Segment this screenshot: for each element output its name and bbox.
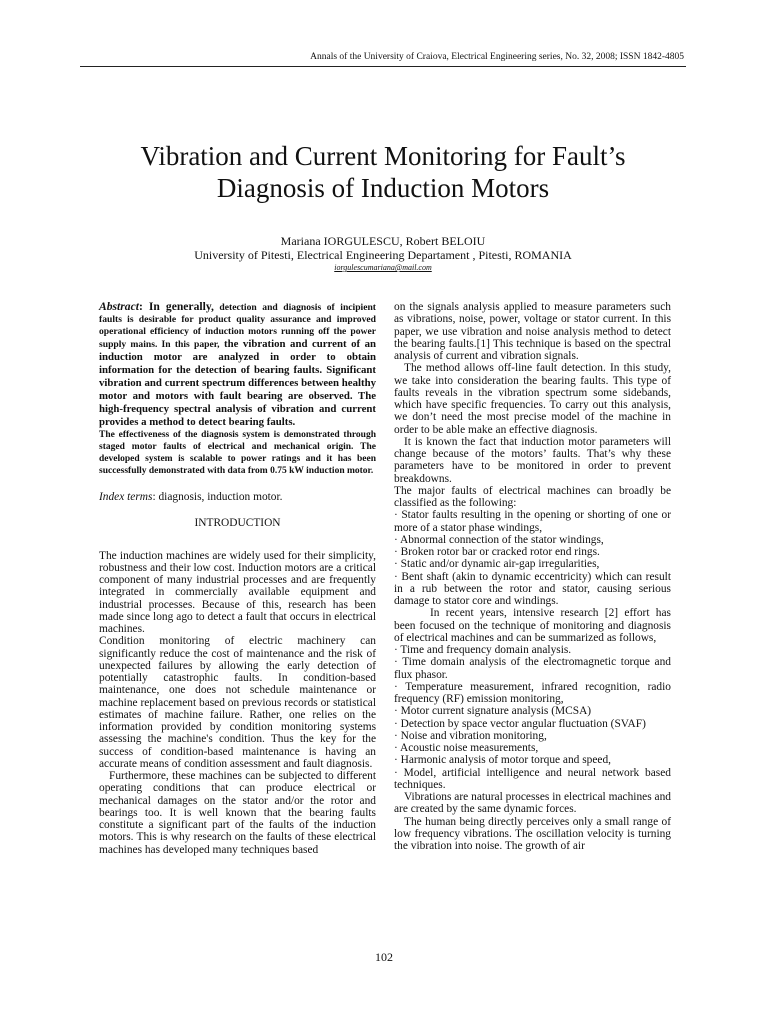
technique-list-item: · Harmonic analysis of motor torque and speed, <box>394 754 611 767</box>
right-paragraph-3: It is known the fact that induction motor parameters will change because of the motors’ faults. That’s why these parameters have to be monitored in order to prevent breakdowns. <box>394 435 671 485</box>
title-line-2: Diagnosis of Induction Motors <box>216 173 550 203</box>
technique-list-item: · Acoustic noise measurements, <box>394 742 539 754</box>
author-names: Mariana IORGULESCU, Robert BELOIU <box>280 234 486 248</box>
right-paragraph-1: on the signals analysis applied to measure parameters such as vibrations, noise, power, voltage or stator current. In this paper, we use vibration and noise analysis method to detect the bearing faults.[1] This technique is based on the spectral analysis of current and vibration signals. <box>394 301 671 362</box>
abstract-paragraph-2: The effectiveness of the diagnosis system is demonstrated through staged motor faults of electrical and mechanical origin. The developed system is scalable to power ratings and it has been successfully demonstrated with data from 0.75 kW induction motor. <box>99 430 376 476</box>
fault-list-item: · Bent shaft (akin to dynamic eccentricity) which can result in a rub between the rotor and stator, causing serious damage to stator core and windings. <box>394 570 671 607</box>
title-line-1: Vibration and Current Monitoring for Fault’s <box>140 141 626 171</box>
left-column <box>99 301 376 856</box>
technique-list-item: · Motor current signature analysis (MCSA) <box>394 705 592 718</box>
right-paragraph-2: The method allows off-line fault detection. In this study, we take into consideration the bearing faults. This type of faults reveals in the vibration spectrum some sidebands, which have specific frequencies. To carry out this analysis, we don’t need the most precise model of the machine in order to be able make an effective diagnosis. <box>394 362 671 436</box>
fault-list-item: · Broken rotor bar or cracked rotor end rings. <box>394 546 600 558</box>
affiliation: University of Pitesti, Electrical Engineering Departament , Pitesti, ROMANIA <box>194 248 572 262</box>
page-number: 102 <box>375 950 393 964</box>
technique-list-item: · Temperature measurement, infrared recognition, radio frequency (RF) emission monitoring, <box>394 680 671 705</box>
header-rule <box>80 66 686 67</box>
technique-list-item: · Time and frequency domain analysis. <box>394 644 572 656</box>
technique-list-item: · Time domain analysis of the electromagnetic torque and flux phasor. <box>394 656 671 681</box>
right-paragraph-4: The major faults of electrical machines can broadly be classified as the following: <box>394 484 671 509</box>
paper-title <box>80 140 686 204</box>
right-paragraph-6: Vibrations are natural processes in electrical machines and are created by the same dynamic forces. <box>394 791 671 816</box>
abstract-part1: detection and diagnosis of incipient faults is desirable for product quality assurance and improved operational efficiency of induction motors running off the power supply mains. In this paper, <box>99 302 376 350</box>
index-terms-label: Index terms <box>99 491 153 503</box>
intro-paragraph-3: Furthermore, these machines can be subjected to different operating conditions that can produce electrical or mechanical damages on the stator and/or the rotor and bearings too. It is well known that the bearing faults constitute a significant part of the faults of the induction motors. This is why research on the faults of these electrical machines has developed many techniques based <box>99 770 376 856</box>
journal-header: Annals of the University of Craiova, Electrical Engineering series, No. 32, 2008; ISSN 1842-4805 <box>310 52 684 62</box>
technique-list-item: · Detection by space vector angular fluctuation (SVAF) <box>394 717 646 730</box>
abstract-part2: the vibration and current of an induction motor are analyzed in order to obtain information for the detection of bearing faults. Significant vibration and current spectrum differences between healthy motor and motors with fault bearing are observed. The high-frequency spectral analysis of vibration and current provides a method to detect bearing faults. <box>99 338 376 428</box>
section-heading-introduction: INTRODUCTION <box>194 517 281 530</box>
right-paragraph-5: In recent years, intensive research [2] effort has been focused on the technique of monitoring and diagnosis of electrical machines and can be summarized as follows, <box>394 607 671 644</box>
intro-paragraph-2: Condition monitoring of electric machinery can significantly reduce the cost of maintenance and the risk of unexpected failures by allowing the early detection of potentially catastrophic faults. In condition-based maintenance, one does not schedule maintenance or machine replacement based on previous records or statistical estimates of machine failure. Rather, one relies on the information provided by condition monitoring systems assessing the machine's condition. Thus the key for the success of condition-based maintenance is having an accurate means of condition assessment and fault diagnosis. <box>99 635 376 770</box>
abstract-lead: In generally, <box>148 300 214 313</box>
technique-list-item: · Model, artificial intelligence and neural network based techniques. <box>394 766 671 791</box>
fault-list-item: · Stator faults resulting in the opening or shorting of one or more of a stator phase windings, <box>394 509 671 534</box>
author-block <box>80 234 686 273</box>
index-terms-text: : diagnosis, induction motor. <box>152 491 283 503</box>
right-paragraph-7: The human being directly perceives only a small range of low frequency vibrations. The oscillation velocity is turning the vibration into noise. The growth of air <box>394 815 671 852</box>
right-column <box>394 301 671 852</box>
index-terms <box>99 491 376 503</box>
abstract-label: Abstract <box>99 300 139 313</box>
fault-list-item: · Abnormal connection of the stator windings, <box>394 533 604 546</box>
email-link[interactable]: iorgulescumariana@mail.com <box>334 263 432 272</box>
technique-list-item: · Noise and vibration monitoring, <box>394 729 547 742</box>
intro-paragraph-1: The induction machines are widely used for their simplicity, robustness and their low cost. Induction motors are a critical component of many industrial processes and are frequently integrated in commercially available equipment and industrial processes. Because of this, research has been made since long ago to detect a fault that occurs in electrical machines. <box>99 549 376 635</box>
fault-list-item: · Static and/or dynamic air-gap irregularities, <box>394 558 600 571</box>
abstract: Abstract: In generally, detection and diagnosis of incipient faults is desirable for product quality assurance and improved operational efficiency of induction motors running off the power supply mains. In this paper, the vibration and current of an induction motor are analyzed in order to obtain information for the detection of bearing faults. Significant vibration and current spectrum differences between healthy motor and motors with fault bearing are observed. The high-frequency spectral analysis of vibration and current provides a method to detect bearing faults. <box>99 300 376 428</box>
